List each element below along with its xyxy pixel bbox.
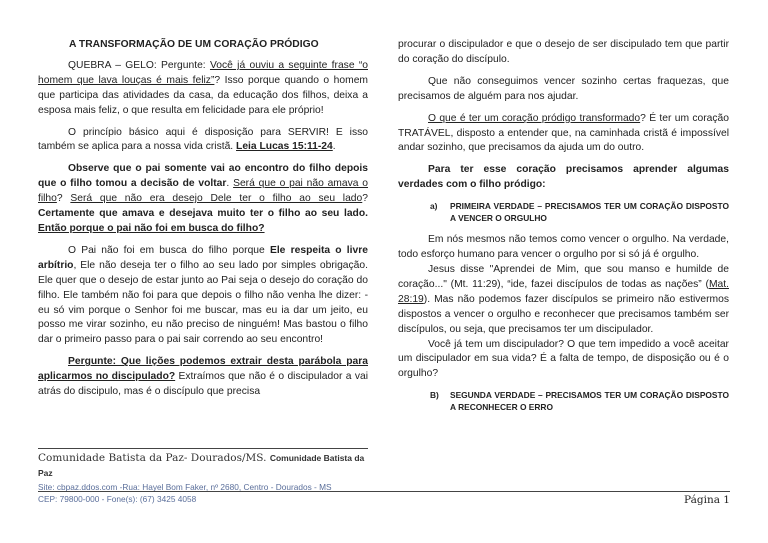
text: QUEBRA – GELO: Pergunte: — [68, 59, 210, 71]
text: ? É ter um coração TRATÁVEL, disposto a entender que, na caminhada cristã é impossível andar sozinho, que precisamos da ajuda um do outro. — [398, 112, 729, 154]
bold-underlined-question: Então porque o pai não foi em busca do filho? — [38, 222, 265, 234]
observe-paragraph — [38, 162, 368, 237]
footer-divider — [38, 448, 368, 449]
icebreaker-paragraph — [38, 59, 368, 119]
heart-paragraph — [398, 112, 729, 157]
truths-intro: Para ter esse coração precisamos aprender algumas verdades com o filho pródigo: — [398, 164, 729, 191]
lessons-paragraph — [38, 355, 368, 400]
text: ? Isso porque quando o homem que participa das atividades da casa, da educação dos filhos, deixa a esposa mais feliz, o que resulta em felicidade para ele próprio! — [38, 74, 368, 116]
text: ). Mas não podemos fazer discípulos se primeiro não estivermos dispostos a vencer o orgulho e reconhecer que precisamos também ser discípulos, ou seja, que precisamos ter um discipulador. — [398, 293, 729, 335]
weakness-paragraph: Que não conseguimos vencer sozinho certas fraquezas, que precisamos de alguém para nos ajudar. — [398, 75, 729, 102]
organization-name — [38, 451, 368, 481]
org-text: Comunidade Batista da Paz- Dourados/MS. — [38, 452, 267, 464]
right-column — [398, 38, 729, 422]
principle-paragraph — [38, 126, 368, 156]
bold-text: Ele respeita o livre arbítrio — [38, 244, 368, 271]
quote-underlined: Você já ouviu a seguinte frase “o homem que lava louças é mais feliz” — [38, 59, 368, 86]
list-label: a) — [430, 201, 438, 212]
pride-paragraph: Em nós mesmos não temos como vencer o orgulho. Na verdade, todo esforço humano para vencer o orgulho por si só já é orgulho. — [398, 234, 729, 261]
bold-text: Certamente que amava e desejava muito ter o filho ao seu lado. — [38, 208, 368, 220]
text: , Ele não deseja ter o filho ao seu lado por simples obrigação. Ele quer que o desejo de estar junto ao Pai seja o desejo do coração do filho. Ele também não foi para que depois o filho não venha lhe dizer: - eu só vim porque o Senhor foi me buscar, mas eu ia dar um jeito, eu posso me virar sozinho, eu não preciso de ninguém! Mas bastou o filho dar o primeiro passo para o pai sair correndo ao seu encontro! — [38, 259, 368, 346]
page-number: Página 1 — [684, 494, 730, 506]
underlined-question: O que é ter um coração pródigo transformado — [428, 112, 641, 124]
text: . — [226, 178, 234, 190]
discipler-question-paragraph: Você já tem um discipulador? O que tem impedido a você aceitar um discipulador em sua vida? É a falta de tempo, de disposição ou é o orgulho? — [398, 338, 729, 380]
scripture-reference: Leia Lucas 15:11-24 — [236, 141, 333, 153]
text: ? — [56, 193, 71, 205]
first-truth-heading — [398, 200, 729, 224]
father-paragraph — [38, 244, 368, 348]
bold-text: Observe que o pai somente vai ao encontro do filho depois que o filho tomou a decisão de voltar — [38, 163, 368, 190]
list-text: SEGUNDA VERDADE – PRECISAMOS TER UM CORAÇÃO DISPOSTO A RECONHECER O ERRO — [450, 390, 729, 413]
bold-underlined-question: Pergunte: Que lições podemos extrair desta parábola para aplicarmos no discipulado? — [38, 356, 368, 383]
underlined-question: Será que o pai não amava o filho — [38, 178, 369, 205]
list-text: PRIMEIRA VERDADE – PRECISAMOS TER UM CORAÇÃO DISPOSTO A VENCER O ORGULHO — [450, 201, 729, 224]
continuation-paragraph: procurar o discipulador e que o desejo de ser discipulado tem que partir do coração do discípulo. — [398, 39, 729, 65]
contact-line: CEP: 79800-000 - Fone(s): (67) 3425 4058 — [38, 494, 197, 504]
list-label: B) — [430, 390, 439, 401]
page-number-divider — [38, 491, 730, 492]
page-footer — [38, 448, 368, 505]
text: Extraímos que não é o discipulador a vai atrás do discipulo, mas é o discípulo que precisa — [38, 371, 368, 398]
org-small-text: Comunidade Batista da Paz — [38, 453, 365, 478]
underlined-question: Será que não era desejo Dele ter o filho ao seu lado — [70, 193, 363, 205]
scripture-reference: Mat. 28:19 — [398, 278, 729, 305]
text: ? — [362, 193, 368, 205]
document-title: A TRANSFORMAÇÃO DE UM CORAÇÃO PRÓDIGO — [69, 39, 319, 50]
address-line: Site: cbpaz.ddos.com -Rua: Hayel Bom Faker, nº 2680, Centro - Dourados - MS — [38, 482, 332, 492]
text: . — [332, 141, 336, 153]
text: O Pai não foi em busca do filho porque — [68, 244, 270, 256]
text: Jesus disse "Aprendei de Mim, que sou manso e humilde de coração..." (Mt. 11:29), “ide, fazei discípulos de todas as nações” ( — [398, 263, 729, 290]
left-column — [38, 38, 368, 400]
second-truth-heading — [398, 389, 729, 413]
jesus-paragraph — [398, 263, 729, 338]
text: O princípio básico aqui é disposição para SERVIR! E isso também se aplica para a nossa vida cristã. — [38, 126, 368, 153]
